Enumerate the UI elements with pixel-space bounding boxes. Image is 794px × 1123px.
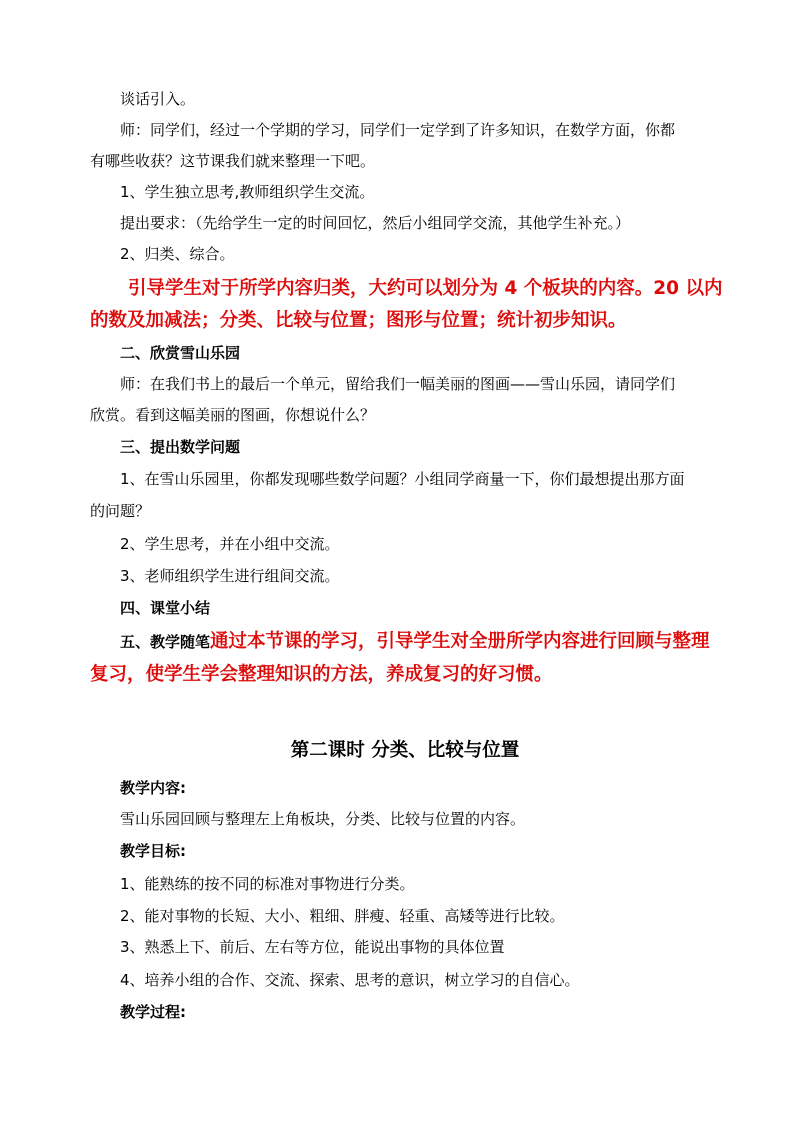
teacher-paragraph-line-1: 师：同学们，经过一个学期的学习，同学们一定学到了许多知识，在数学方面，你都 xyxy=(120,121,676,139)
goals-label: 教学目标: xyxy=(120,842,186,860)
section-4-heading: 四、课堂小结 xyxy=(120,599,211,617)
goal-1: 1、能熟练的按不同的标准对事物进行分类。 xyxy=(120,875,415,893)
section-2-text-1: 师：在我们书上的最后一个单元，留给我们一幅美丽的图画——雪山乐园，请同学们 xyxy=(120,375,676,393)
requirement-text: 提出要求：（先给学生一定的时间回忆，然后小组同学交流，其他学生补充。） xyxy=(120,214,631,232)
section-5-line-1 xyxy=(120,627,794,653)
section-5-red-text-1: 通过本节课的学习，引导学生对全册所学内容进行回顾与整理 xyxy=(210,631,710,652)
content-label: 教学内容: xyxy=(120,779,186,797)
section-3-step-3: 3、老师组织学生进行组间交流。 xyxy=(120,567,340,585)
process-label: 教学过程: xyxy=(120,1003,186,1021)
section-3-heading: 三、提出数学问题 xyxy=(120,438,241,456)
red-summary-line-1: 引导学生对于所学内容归类，大约可以划分为 4 个板块的内容。20 以内 xyxy=(128,278,723,299)
red-summary-line-2: 的数及加减法；分类、比较与位置；图形与位置；统计初步知识。 xyxy=(90,310,627,331)
goal-2: 2、能对事物的长短、大小、粗细、胖瘦、轻重、高矮等进行比较。 xyxy=(120,907,565,925)
lesson-2-title: 第二课时 分类、比较与位置 xyxy=(290,740,520,761)
section-3-question-1-line-2: 的问题？ xyxy=(90,502,151,520)
section-3-step-2: 2、学生思考，并在小组中交流。 xyxy=(120,535,340,553)
teacher-paragraph-line-2: 有哪些收获？这节课我们就来整理一下吧。 xyxy=(90,152,376,170)
intro-heading: 谈话引入。 xyxy=(120,90,196,108)
goal-3: 3、熟悉上下、前后、左右等方位，能说出事物的具体位置 xyxy=(120,938,505,956)
goal-4: 4、培养小组的合作、交流、探索、思考的意识，树立学习的自信心。 xyxy=(120,971,580,989)
content-text: 雪山乐园回顾与整理左上角板块，分类、比较与位置的内容。 xyxy=(120,810,526,828)
section-5-red-text-2: 复习，使学生学会整理知识的方法，养成复习的好习惯。 xyxy=(90,664,553,685)
step-1: 1、学生独立思考,教师组织学生交流。 xyxy=(120,183,375,201)
section-3-question-1-line-1: 1、在雪山乐园里，你都发现哪些数学问题？小组同学商量一下，你们最想提出那方面 xyxy=(120,470,685,488)
section-5-heading: 五、教学随笔 xyxy=(120,633,211,651)
section-2-text-2: 欣赏。看到这幅美丽的图画，你想说什么？ xyxy=(90,406,376,424)
step-2: 2、归类、综合。 xyxy=(120,245,235,263)
section-2-heading: 二、欣赏雪山乐园 xyxy=(120,344,241,362)
